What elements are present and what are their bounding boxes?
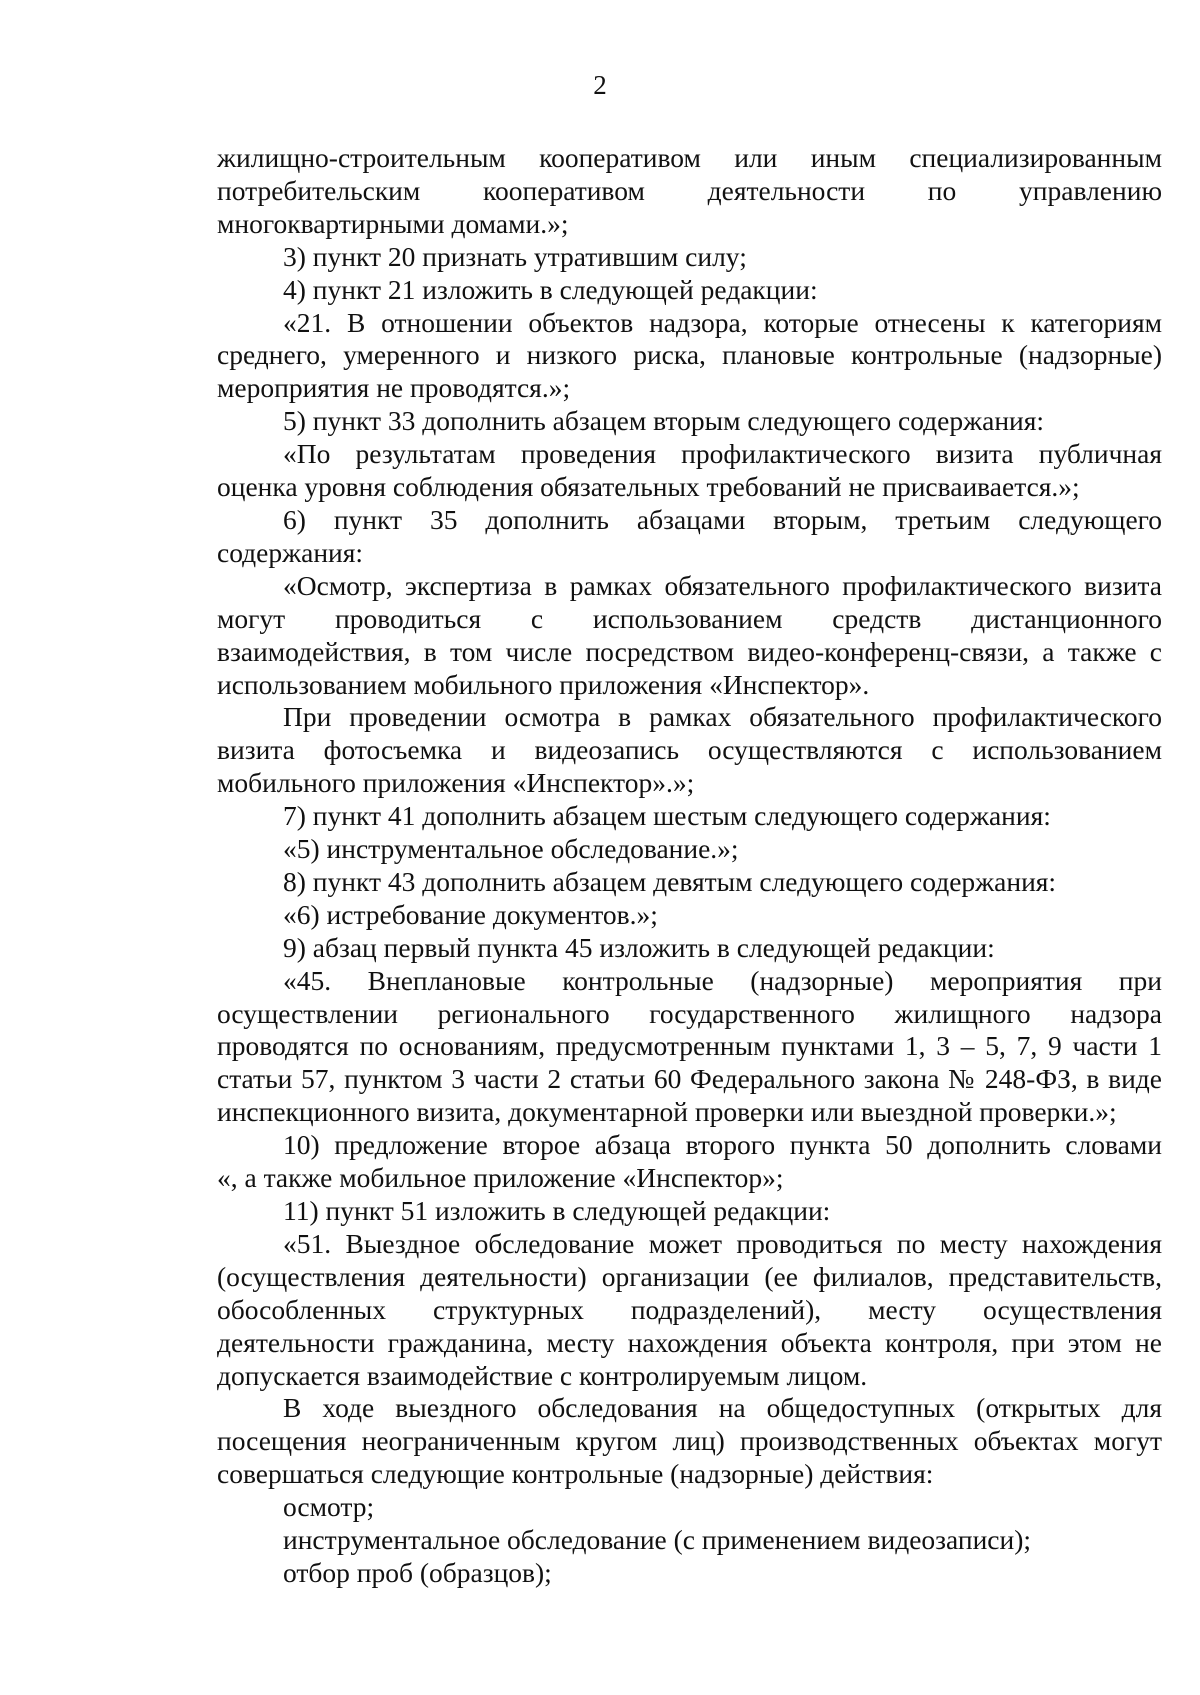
text-line: оценка уровня соблюдения обязательных требований не присваивается.»; [217,471,1080,503]
text-line: осуществлении регионального государственного жилищного надзора [217,997,1162,1029]
text-line: посещения неограниченным кругом лиц) производственных объектах могут [217,1425,1162,1457]
document-body [217,142,1162,1590]
text-line: инспекционного визита, документарной проверки или выездной проверки.»; [217,1096,1117,1128]
text-line: «, а также мобильное приложение «Инспектор»; [217,1162,784,1194]
text-line: использованием мобильного приложения «Инспектор». [217,668,870,700]
text-line: (осуществления деятельности) организации (ее филиалов, представительств, [217,1260,1162,1292]
text-line: В ходе выездного обследования на общедоступных (открытых для [283,1392,1162,1424]
text-line: 11) пункт 51 изложить в следующей редакции: [283,1195,831,1226]
text-line: инструментальное обследование (с применением видеозаписи); [283,1524,1032,1556]
text-line: мероприятия не проводятся.»; [217,372,571,404]
text-line: отбор проб (образцов); [283,1556,552,1588]
text-line: обособленных структурных подразделений), месту осуществления [217,1293,1162,1325]
text-line: «6) истребование документов.»; [283,898,658,930]
text-line: «51. Выездное обследование может проводиться по месту нахождения [283,1227,1162,1259]
text-line: визита фотосъемка и видеозапись осуществляются с использованием [217,734,1162,766]
text-line: содержания: [217,536,364,568]
text-line: многоквартирными домами.»; [217,207,569,239]
text-line: «5) инструментальное обследование.»; [283,833,739,865]
text-line: 7) пункт 41 дополнить абзацем шестым следующего содержания: [283,800,1051,832]
text-line: потребительским кооперативом деятельности по управлению [217,174,1162,206]
text-line: 5) пункт 33 дополнить абзацем вторым следующего содержания: [283,405,1045,437]
text-line: «По результатам проведения профилактического визита публичная [283,438,1162,470]
text-line: деятельности гражданина, месту нахождения объекта контроля, при этом не [217,1326,1162,1358]
text-line: 4) пункт 21 изложить в следующей редакции: [283,273,818,305]
text-line: 10) предложение второе абзаца второго пункта 50 дополнить словами [283,1129,1162,1161]
text-line: При проведении осмотра в рамках обязательного профилактического [283,701,1162,733]
page-number: 2 [593,70,607,100]
text-line: совершаться следующие контрольные (надзорные) действия: [217,1458,934,1490]
text-line: проводятся по основаниям, предусмотренным пунктами 1, 3 – 5, 7, 9 части 1 [217,1030,1162,1062]
text-line: «Осмотр, экспертиза в рамках обязательного профилактического визита [283,569,1162,601]
text-line: статьи 57, пунктом 3 части 2 статьи 60 Федерального закона № 248-ФЗ, в виде [217,1063,1162,1095]
text-line: 9) абзац первый пункта 45 изложить в следующей редакции: [283,931,995,963]
text-line: «21. В отношении объектов надзора, которые отнесены к категориям [283,306,1162,338]
text-line: «45. Внеплановые контрольные (надзорные) мероприятия при [283,964,1162,996]
text-line: осмотр; [283,1491,375,1523]
text-line: жилищно-строительным кооперативом или иным специализированным [217,142,1162,173]
text-line: 3) пункт 20 признать утратившим силу; [283,240,747,272]
text-line: 8) пункт 43 дополнить абзацем девятым следующего содержания: [283,865,1057,897]
text-line: взаимодействия, в том числе посредством видео-конференц-связи, а также с [217,635,1162,667]
text-line: могут проводиться с использованием средств дистанционного [217,602,1162,634]
text-line: мобильного приложения «Инспектор».»; [217,767,695,799]
text-line: допускается взаимодействие с контролируемым лицом. [217,1359,868,1391]
text-line: среднего, умеренного и низкого риска, плановые контрольные (надзорные) [217,339,1162,371]
text-line: 6) пункт 35 дополнить абзацами вторым, третьим следующего [283,503,1162,535]
